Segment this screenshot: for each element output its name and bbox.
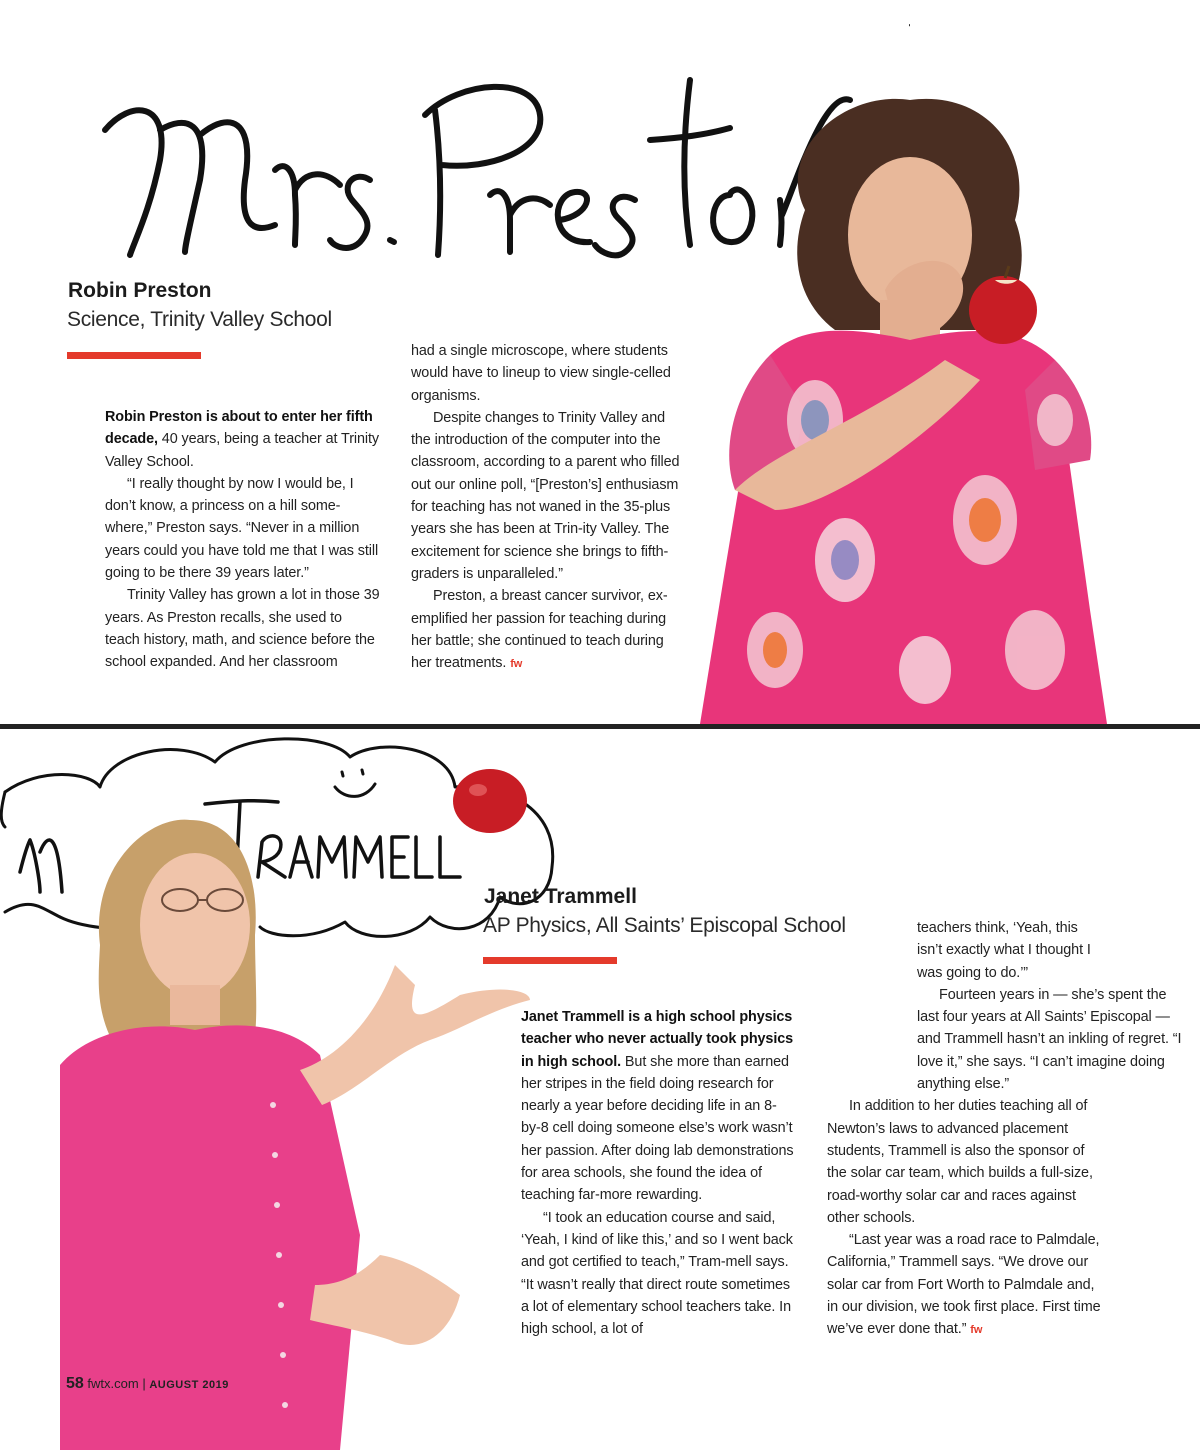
robin-preston-photo: [695, 90, 1115, 724]
lead-in: Robin Preston is about to enter her fifth decade,: [105, 409, 373, 448]
teacher-subtitle-preston: Science, Trinity Valley School: [67, 308, 332, 331]
janet-trammell-photo: [60, 815, 540, 1450]
site-name: fwtx.com: [87, 1376, 139, 1391]
teacher-subtitle-trammell: AP Physics, All Saints’ Episcopal School: [483, 914, 846, 937]
page-footer: [66, 1375, 229, 1393]
page-number: 58: [66, 1375, 84, 1392]
issue-date: AUGUST 2019: [149, 1379, 229, 1391]
article1-column-1: Robin Preston is about to enter her fifth decade, 40 years, being a teacher at Trinity Valley School. “I really thought by now I would be, I don’t know, a princess on a hill some-where,” Preston says. “Never in a million years could you have told me that I was still going to be there 39 years later.” Trinity Valley has grown a lot in those 39 years. As Preston recalls, she used to teach history, math, and science before the school expanded. And her classroom: [105, 409, 380, 671]
accent-rule: [483, 957, 617, 964]
accent-rule: [67, 352, 201, 359]
teacher-name-preston: Robin Preston: [68, 279, 212, 302]
article2-column-1: Janet Trammell is a high school physics teacher who never actually took physics in high school. But she more than earned her stripes in the field doing research for nearly a year before deciding life in an 8-by-8 cell doing someone else’s work wasn’t her passion. After doing lab demonstrations for area schools, she found the idea of teaching far-more rewarding. “I took an education course and said, ‘Yeah, I kind of like this,’ and so I went back and got certified to teach,” Tram-mell says. “It wasn’t really that direct route sometimes a lot of elementary school teachers take. In high school, a lot of: [521, 1009, 794, 1338]
fw-signoff: fw: [510, 658, 523, 671]
lead-in: Janet Trammell is a high school physics teacher who never actually took physics in high school.: [521, 1009, 794, 1070]
section-divider: [0, 724, 1200, 729]
article2-column-2: teachers think, ‘Yeah, this isn’t exactly what I thought I was going to do.’” Fourteen years in — she’s spent the last four years at All Saints’ Episcopal — and Trammell hasn’t an inkling of regret. “I love it,” she says. “I can’t imagine doing anything else.” In addition to her duties teaching all of Newton’s laws to advanced placement students, Trammell is also the sponsor of the solar car team, which builds a full-size, road-worthy solar car and races against other schools. “Last year was a road race to Palmdale, California,” Trammell says. “We drove our solar car from Fort Worth to Palmdale and, in our division, we took first place. First time we’ve ever done that.” fw: [827, 920, 1182, 1338]
footer-separator: |: [142, 1376, 146, 1391]
fw-signoff: fw: [970, 1324, 983, 1337]
teacher-name-trammell: Janet Trammell: [484, 885, 637, 908]
article1-column-2: had a single microscope, where students would have to lineup to view single-celled organisms. Despite changes to Trinity Valley and the introduction of the computer into the classroom, according to a parent who filled out our online poll, “[Preston’s] enthusiasm for teaching has not waned in the 35-plus years she has been at Trin-ity Valley. The excitement for science she brings to fifth-graders is unparalleled.” Preston, a breast cancer survivor, ex-emplified her passion for teaching during her battle; she continued to teach during her treatments. fw: [411, 343, 680, 672]
